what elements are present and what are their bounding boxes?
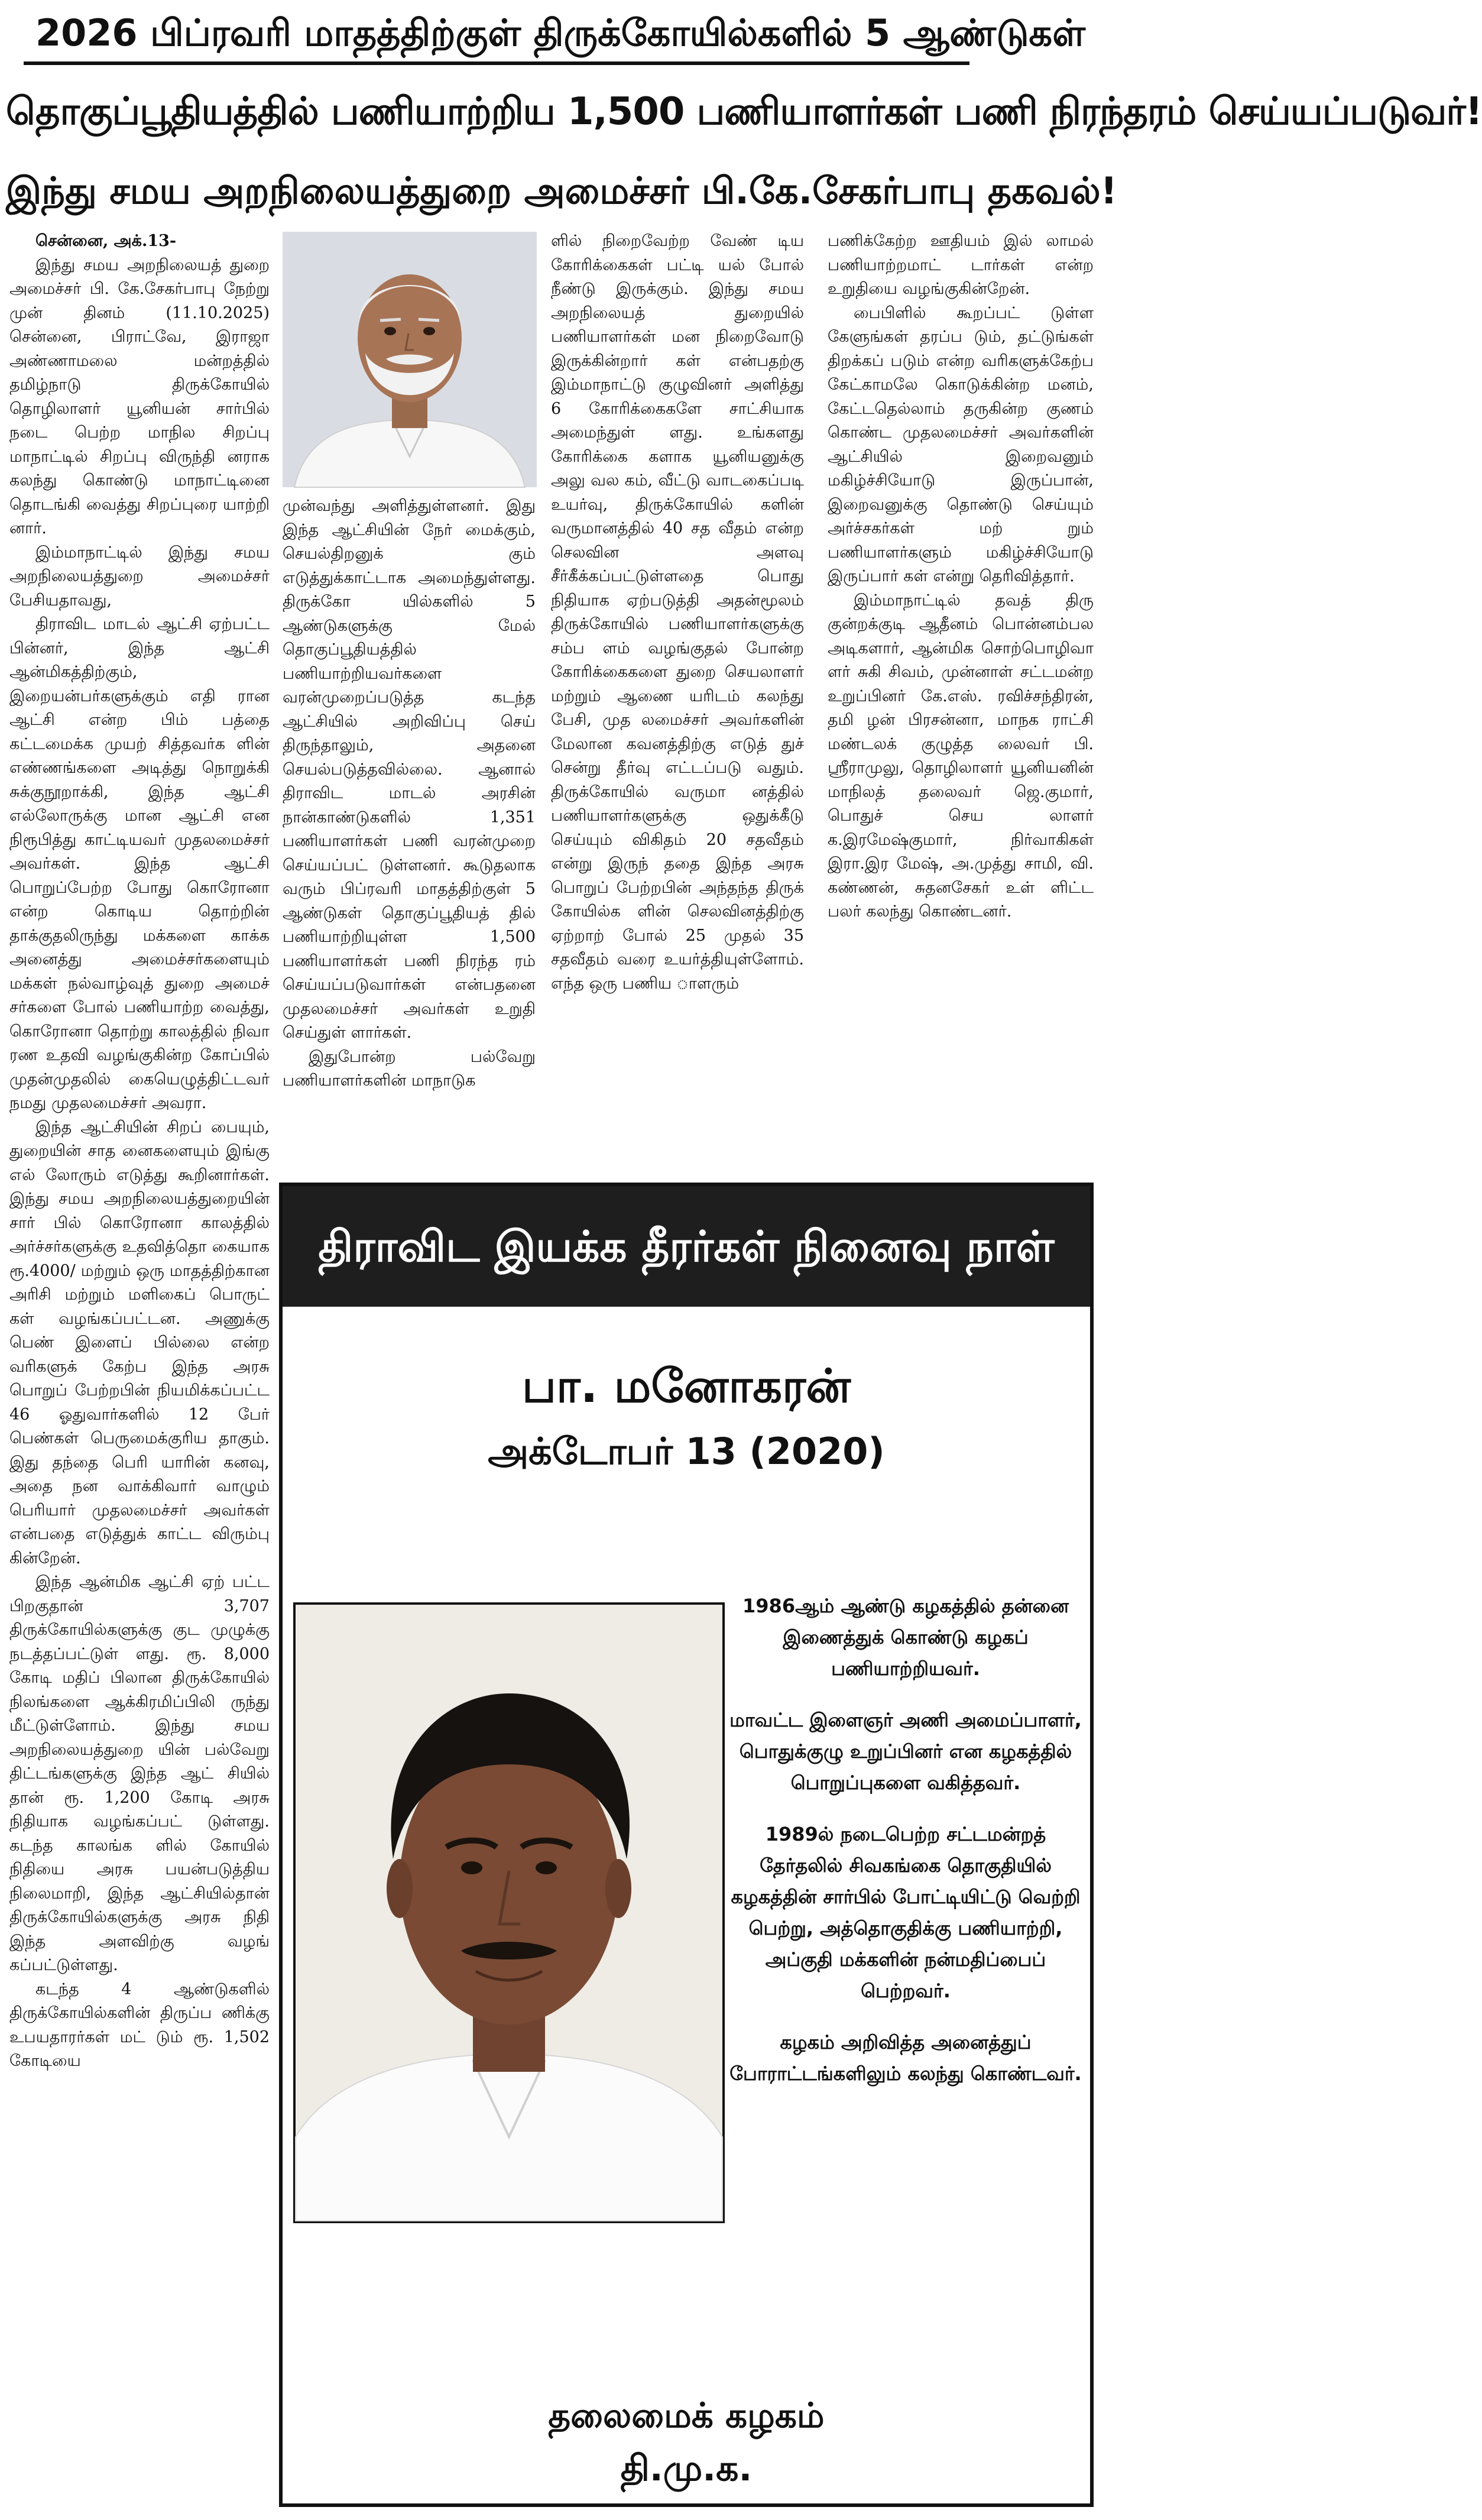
memorial-note: கழகம் அறிவித்த அனைத்துப் போராட்டங்களிலும் கலந்து கொண்டவர். [729, 2031, 1082, 2085]
article-column-3 [551, 229, 804, 1171]
article-paragraph: முன்வந்து அளித்துள்ளனர். இது இந்த ஆட்சியின் நேர் மைக்கும், செயல்திறனுக் கும் எடுத்துக்காட்டாக அமைந்துள்ளது. திருக்கோ யில்களில் 5 ஆண்டுகளுக்கு மேல் தொகுப்பூதியத்தில் பணியாற்றியவர்களை வரன்முறைப்படுத்த கடந்த ஆட்சியில் அறிவிப்பு செய் திருந்தாலும், அதனை செயல்படுத்தவில்லை. ஆனால் திராவிட மாடல் அரசின் நான்காண்டுகளில் 1,351 பணியாளர்கள் பணி வரன்முறை செய்யப்பட் டுள்ளனர். கூடுதலாக வரும் பிப்ரவரி மாதத்திற்குள் 5 ஆண்டுகள் தொகுப்பூதியத் தில் பணியாற்றியுள்ள 1,500 பணியாளர்கள் பணி நிரந்த ரம் செய்யப்படுவார்கள் என்பதனை முதலமைச்சர் அவர்கள் உறுதி செய்துள் ளார்கள். [283, 497, 536, 1042]
memorial-notes [729, 1591, 1082, 2247]
article-paragraph: இந்த ஆன்மிக ஆட்சி ஏற் பட்ட பிறகுதான் 3,707 திருக்கோயில்களுக்கு குட முழுக்கு நடத்தப்பட்டுள் ளது. ரூ. 8,000 கோடி மதிப் பிலான திருக்கோயில் நிலங்களை ஆக்கிரமிப்பிலி ருந்து மீட்டுள்ளோம். இந்து சமய அறநிலையத்துறை யின் பல்வேறு திட்டங்களுக்கு இந்த ஆட் சியில் தான் ரூ. 1,200 கோடி அரசு நிதியாக வழங்கப்பட் டுள்ளது. கடந்த காலங்க ளில் கோயில் நிதியை அரசு பயன்படுத்திய நிலைமாறி, இந்த ஆட்சியில்தான் திருக்கோயில்களுக்கு அரசு நிதி இந்த அளவிற்கு வழங் கப்பட்டுள்ளது. [9, 1573, 270, 1974]
kicker-underline [24, 61, 969, 65]
memorial-date: அக்டோபர் 13 (2020) [488, 1430, 885, 1473]
article-paragraph: இதுபோன்ற பல்வேறு பணியாளர்களின் மாநாடுக [283, 1047, 536, 1090]
article-column-1 [9, 229, 270, 2509]
article-column-4 [828, 229, 1094, 1171]
subheadline: இந்து சமய அறநிலையத்துறை அமைச்சர் பி.கே.சேகர்பாபு தகவல்! [6, 169, 1117, 212]
memorial-note: 1989ல் நடைபெற்ற சட்டமன்றத் தேர்தலில் சிவகங்கை தொகுதியில் கழகத்தின் சார்பில் போட்டியிட்டு வெற்றி பெற்று, அத்தொகுதிக்கு பணியாற்றி, அப்குதி மக்களின் நன்மதிப்பைப் பெற்றவர். [731, 1823, 1081, 2002]
article-paragraph: இந்து சமய அறநிலையத் துறை அமைச்சர் பி. கே.சேகர்பாபு நேற்று முன் தினம் (11.10.2025) சென்னை, பிராட்வே, இராஜா அண்ணாமலை மன்றத்தில் தமிழ்நாடு திருக்கோயில் தொழிலாளர் யூனியன் சார்பில் நடை பெற்ற மாநில சிறப்பு மாநாட்டில் சிறப்பு விருந்தி னராக கலந்து கொண்டு மாநாட்டினை தொடங்கி வைத்து சிறப்புரை யாற்றி னார். [9, 255, 270, 537]
article-column-2 [283, 494, 536, 1171]
memorial-note: மாவட்ட இளைஞர் அணி அமைப்பாளர், பொதுக்குழு உறுப்பினர் என கழகத்தில் பொறுப்புகளை வகித்தவர். [729, 1709, 1082, 1794]
headline: தொகுப்பூதியத்தில் பணியாற்றிய 1,500 பணியாளர்கள் பணி நிரந்தரம் செய்யப்படுவர்! [6, 90, 1482, 134]
kicker-line: 2026 பிப்ரவரி மாதத்திற்குள் திருக்கோயில்களில் 5 ஆண்டுகள் [35, 11, 1086, 54]
memorial-signature-party: தி.மு.க. [620, 2448, 753, 2489]
article-paragraph: திராவிட மாடல் ஆட்சி ஏற்பட்ட பின்னர், இந்த ஆட்சி ஆன்மிகத்திற்கும், இறையன்பர்களுக்கும் எதி ரான ஆட்சி என்ற பிம் பத்தை கட்டமைக்க முயற் சித்தவர்க ளின் எண்ணங்களை அடித்து நொறுக்கி சுக்குநூறாக்கி, இந்த ஆட்சி எல்லோருக்கு மான ஆட்சி என நிரூபித்து காட்டியவர் முதலமைச்சர் அவர்கள். இந்த ஆட்சி பொறுப்பேற்ற போது கொரோனா என்ற கொடிய தொற்றின் தாக்குதலிருந்து மக்களை காக்க அனைத்து அமைச்சர்களையும் மக்கள் நல்வாழ்வுத் துறை அமைச் சர்களை போல் பணியாற்ற வைத்து, கொரோனா தொற்று காலத்தில் நிவா ரண உதவி வழங்குகின்ற கோப்பில் முதன்முதலில் கையெழுத்திட்டவர் நமது முதலமைச்சர் அவரா. [9, 615, 270, 1112]
article-paragraph: பணிக்கேற்ற ஊதியம் இல் லாமல் பணியாற்றமாட் டார்கள் என்ற உறுதியை வழங்குகின்றேன். [828, 232, 1094, 298]
article-paragraph: ளில் நிறைவேற்ற வேண் டிய கோரிக்கைகள் பட்டி யல் போல் நீண்டு இருக்கும். இந்து சமய அறநிலையத் துறையில் பணியாளர்கள் மன நிறைவோடு இருக்கின்றார் கள் என்பதற்கு இம்மாநாட்டு குழுவினர் அளித்து 6 கோரிக்கைகளே சாட்சியாக அமைந்துள் ளது. உங்களது கோரிக்கை களாக யூனியனுக்கு அலு வல கம், வீட்டு வாடகைப்படி உயர்வு, திருக்கோயில் களின் வருமானத்தில் 40 சத வீதம் என்ற செலவின அளவு சீர்கீக்கப்பட்டுள்ளதை பொது நிதியாக ஏற்படுத்தி அதன்மூலம் திருக்கோயில் பணியாளர்களுக்கு சம்ப ளம் வழங்குதல் போன்ற கோரிக்கைகளை துறை செயலாளர் மற்றும் ஆணை யரிடம் கலந்து பேசி, முத லமைச்சர் அவர்களின் மேலான கவனத்திற்கு எடுத் துச் சென்று தீர்வு எட்டப்படு வதும். திருக்கோயில் வருமா னத்தில் பணியாளர்களுக்கு ஒதுக்கீடு செய்யும் விகிதம் 20 சதவீதம் என்று இருந் ததை இந்த அரசு பொறுப் பேற்றபின் அந்தந்த திருக் கோயில்க ளின் செலவினத்திற்கு ஏற்றாற் போல் 25 முதல் 35 சதவீதம் வரை உயர்த்தியுள்ளோம். எந்த ஒரு பணிய ாளரும் [551, 232, 804, 993]
dateline: சென்னை, அக்.13- [35, 232, 177, 250]
article-paragraph: இந்த ஆட்சியின் சிறப் பையும், துறையின் சாத னைகளையும் இங்கு எல் லோரும் எடுத்து கூறினார்கள். இந்து சமய அறநிலையத்துறையின் சார் பில் கொரோனா காலத்தில் அர்ச்சர்களுக்கு உதவித்தொ கையாக ரூ.4000/ மற்றும் ஒரு மாதத்திற்கான அரிசி மற்றும் மளிகைப் பொருட் கள் வழங்கப்பட்டன. அணுக்கு பெண் இளைப் பில்லை என்ற வரிகளுக் கேற்ப இந்த அரசு பொறுப் பேற்றபின் நியமிக்கப்பட்ட 46 ஓதுவார்களில் 12 பேர் பெண்கள் பெருமைக்குரிய தாகும். இது தந்தை பெரி யாரின் கனவு, அதை நன வாக்கிவார் வாழும் பெரியார் முதலமைச்சர் அவர்கள் என்பதை எடுத்துக் காட்ட விரும்பு கின்றேன். [9, 1118, 270, 1567]
article-paragraph: கடந்த 4 ஆண்டுகளில் திருக்கோயில்களின் திருப்ப ணிக்கு உபயதாரர்கள் மட் டும் ரூ. 1,502 கோடியை [9, 1980, 270, 2070]
minister-photo [283, 232, 537, 487]
memorial-photo [293, 1602, 725, 2223]
article-paragraph: இம்மாநாட்டில் இந்து சமய அறநிலையத்துறை அமைச்சர் பேசியதாவது, [9, 543, 270, 610]
memorial-banner: திராவிட இயக்க தீரர்கள் நினைவு நாள் [283, 1186, 1090, 1307]
memorial-name: பா. மனோகரன் [522, 1360, 851, 1413]
memorial-note: 1986ஆம் ஆண்டு கழகத்தில் தன்னை இணைத்துக் கொண்டு கழகப் பணியாற்றியவர். [742, 1595, 1069, 1680]
article-paragraph: பைபிளில் கூறப்பட் டுள்ள கேளுங்கள் தரப்ப டும், தட்டுங்கள் திறக்கப் படும் என்ற வரிகளுக்கேற்ப கேட்காமலே கொடுக்கின்ற மனம், கேட்டதெல்லாம் தருகின்ற குணம் கொண்ட முதலமைச்சர் அவர்களின் ஆட்சியில் இறைவனும் மகிழ்ச்சியோடு இருப்பான், இறைவனுக்கு தொண்டு செய்யும் அர்ச்சகர்கள் மற் றும் பணியாளர்களும் மகிழ்ச்சியோடு இருப்பார் கள் என்று தெரிவித்தார். [828, 303, 1094, 585]
memorial-signature-headquarters: தலைமைக் கழகம் [548, 2395, 825, 2435]
article-paragraph: இம்மாநாட்டில் தவத் திரு குன்றக்குடி ஆதீனம் பொன்னம்பல அடிகளார், ஆன்மிக சொற்பொழிவா ளர் சுகி சிவம், முன்னாள் சட்டமன்ற உறுப்பினர் கே.எஸ். ரவிச்சந்திரன், தமி ழன் பிரசன்னா, மாநக ராட்சி மண்டலக் குழுத்த லைவர் பி. ஸ்ரீராமுலு, தொழிலாளர் யூனியனின் மாநிலத் தலைவர் ஜெ.குமார், பொதுச் செய லாளர் க.இரமேஷ்குமார், நிர்வாகிகள் இரா.இர மேஷ், அ.முத்து சாமி, வி. கண்ணன், சுதனசேகர் உள் ளிட்ட பலர் கலந்து கொண்டனர். [828, 591, 1094, 921]
